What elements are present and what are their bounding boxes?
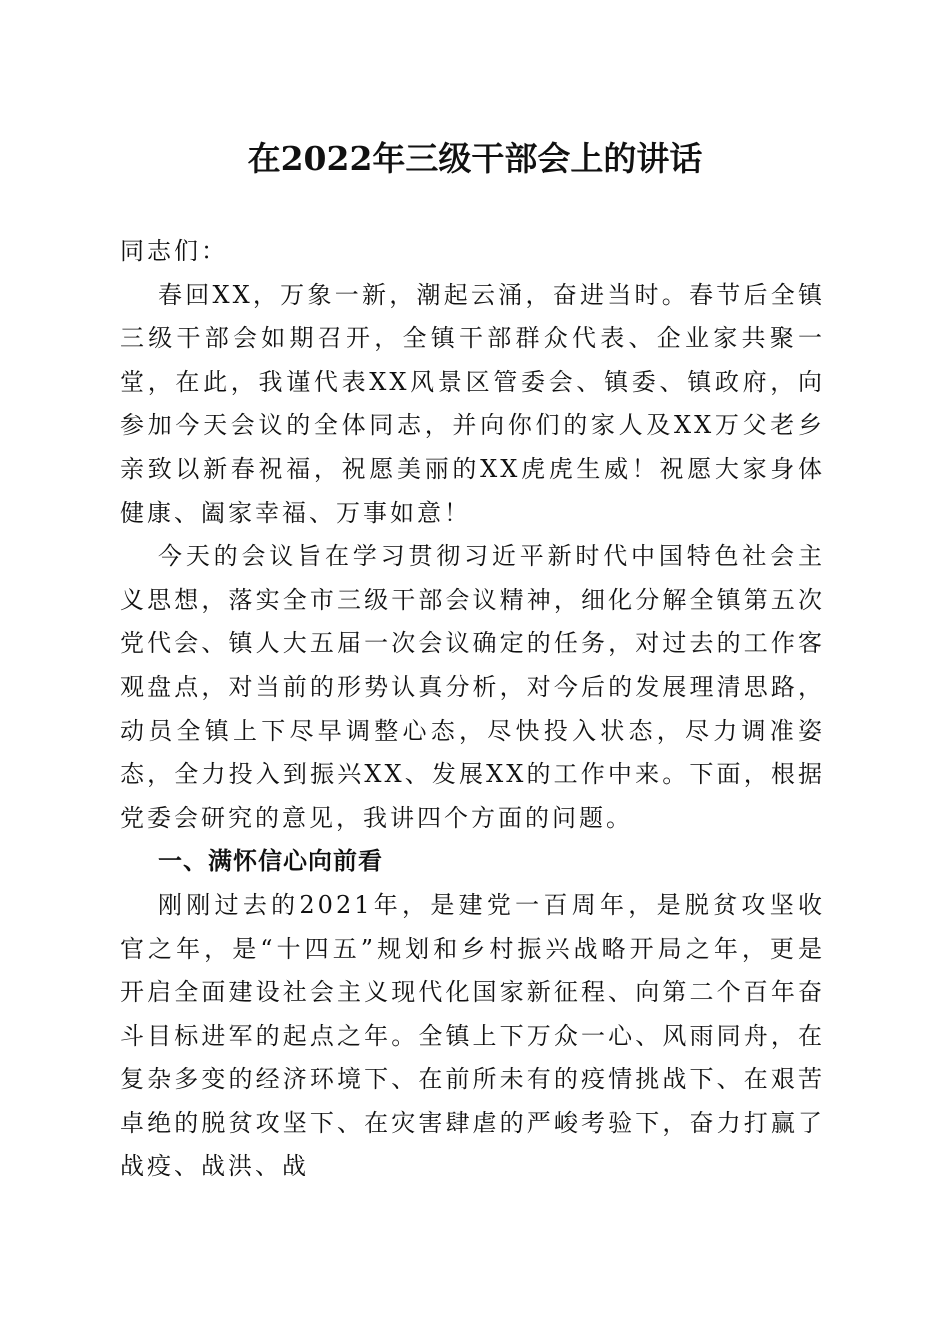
paragraph: 刚刚过去的2021年，是建党一百周年，是脱贫攻坚收官之年，是“十四五”规划和乡村振兴战略开局之年，更是开启全面建设社会主义现代化国家新征程、向第二个百年奋斗目标进军的起点之年。全镇上下万众一心、风雨同舟，在复杂多变的经济环境下、在前所未有的疫情挑战下、在艰苦卓绝的脱贫攻坚下、在灾害肆虐的严峻考验下，奋力打赢了战疫、战洪、战 bbox=[120, 890, 825, 1181]
paragraph: 今天的会议旨在学习贯彻习近平新时代中国特色社会主义思想，落实全市三级干部会议精神，细化分解全镇第五次党代会、镇人大五届一次会议确定的任务，对过去的工作客观盘点，对当前的形势认真分析，对今后的发展理清思路，动员全镇上下尽早调整心态，尽快投入状态，尽力调准姿态，全力投入到振兴XX、发展XX的工作中来。下面，根据党委会研究的意见，我讲四个方面的问题。 bbox=[120, 542, 825, 832]
paragraph: 春回XX，万象一新，潮起云涌，奋进当时。春节后全镇三级干部会如期召开，全镇干部群众代表、企业家共聚一堂，在此，我谨代表XX风景区管委会、镇委、镇政府，向参加今天会议的全体同志，并向你们的家人及XX万父老乡亲致以新春祝福，祝愿美丽的XX虎虎生威！祝愿大家身体健康、阖家幸福、万事如意！ bbox=[120, 280, 825, 527]
salutation: 同志们： bbox=[120, 237, 228, 265]
document-body bbox=[120, 230, 825, 1189]
section-heading: 一、满怀信心向前看 bbox=[158, 847, 383, 876]
page-title: 在2022年三级干部会上的讲话 bbox=[247, 139, 703, 178]
